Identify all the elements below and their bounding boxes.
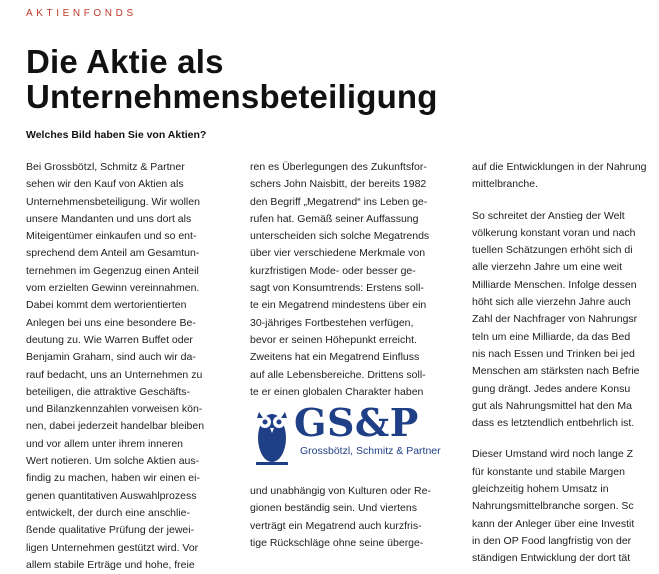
headline-line-2: Unternehmensbeteiligung bbox=[26, 78, 438, 115]
col3-p2-line: dass es letztendlich entbehrlich ist. bbox=[472, 417, 635, 430]
col3-p2-line: Menschen am stärksten nach Befrie bbox=[472, 365, 640, 378]
owl-icon bbox=[252, 398, 292, 468]
col1-line: Dabei kommt dem wertorientierten bbox=[26, 299, 187, 312]
article-subhead: Welches Bild haben Sie von Aktien? bbox=[26, 129, 207, 141]
col1-line: allem stabile Erträge und hohe, freie bbox=[26, 558, 195, 571]
gsp-logo bbox=[252, 398, 454, 468]
col3-p3-line: Dieser Umstand wird noch lange Z bbox=[472, 448, 634, 461]
col2b-line: tige Rückschläge ohne seine überge- bbox=[250, 536, 424, 549]
col2-line: schers John Naisbitt, der bereits 1982 bbox=[250, 178, 427, 191]
col1-line: beteiligen, die attraktive Geschäfts- bbox=[26, 385, 191, 398]
col1-line: und Bilanzkennzahlen vorweisen kön- bbox=[26, 403, 203, 416]
col2-line: unterscheiden sich solche Megatrends bbox=[250, 230, 430, 243]
col3-p2-line: tuellen Schätzungen erhöht sich di bbox=[472, 244, 633, 257]
col3-p2-line: Zahl der Nachfrager von Nahrungsr bbox=[472, 313, 638, 326]
col3-p2-line: So schreitet der Anstieg der Welt bbox=[472, 209, 625, 222]
col1-line: entwickelt, der durch eine anschlie- bbox=[26, 506, 191, 519]
headline-line-1: Die Aktie als bbox=[26, 43, 224, 80]
col2-line: über vier verschiedene Merkmale von bbox=[250, 247, 426, 260]
col3-p2-line: gut als Nahrungsmittel hat den Ma bbox=[472, 399, 632, 412]
col1-line: findig zu machen, haben wir einen ei- bbox=[26, 472, 200, 485]
col3-p3-line: für konstante und stabile Margen bbox=[472, 465, 625, 478]
col2-line: te er einen globalen Charakter haben bbox=[250, 385, 424, 398]
logo-wordmark: GS&P bbox=[294, 400, 419, 445]
col1-line: nen, dabei jederzeit handelbar bleiben bbox=[26, 420, 205, 433]
col2b-line: und unabhängig von Kulturen oder Re- bbox=[250, 485, 431, 497]
text-column-2-continued bbox=[250, 483, 431, 552]
col1-line: Bei Grossbötzl, Schmitz & Partner bbox=[26, 161, 185, 173]
text-column-2 bbox=[250, 159, 456, 401]
col1-line: ternehmen im Gegenzug einen Anteil bbox=[26, 264, 199, 277]
col3-p3-line: kann der Anleger über eine Investit bbox=[472, 517, 635, 530]
col1-line: Wert notieren. Um solche Aktien aus- bbox=[26, 455, 200, 468]
col1-line: ßende qualitative Prüfung der jewei- bbox=[26, 524, 195, 537]
col3-p3-line: in den OP Food langfristig von der bbox=[472, 534, 632, 547]
col1-line: ligen Unternehmen gestützt wird. Vor bbox=[26, 541, 199, 554]
col2-line: auf alle Lebensbereiche. Drittens soll- bbox=[250, 368, 426, 381]
col1-line: Miteigentümer einkaufen und so ent- bbox=[26, 230, 197, 243]
col3-p2-line: höht sich alle vierzehn Jahre auch bbox=[472, 296, 631, 309]
col2-line: bevor er seinen Höhepunkt erreicht. bbox=[250, 333, 417, 346]
col2b-line: verträgt ein Megatrend auch kurzfris- bbox=[250, 519, 422, 532]
col3-p2-line: nis nach Essen und Trinken bei jed bbox=[472, 347, 635, 360]
col2-line: 30-jähriges Fortbestehen verfügen, bbox=[250, 316, 414, 329]
col1-line: Unternehmensbeteiligung. Wir wollen bbox=[26, 195, 200, 208]
article-headline bbox=[26, 44, 438, 114]
paragraph-gap bbox=[472, 194, 659, 208]
col2-line: kurzfristigen Mode- oder besser ge- bbox=[250, 264, 416, 277]
paragraph-gap bbox=[472, 432, 659, 446]
col1-line: sprechend dem Anteil am Gesamtun- bbox=[26, 247, 200, 260]
col3-p1-line: mittelbranche. bbox=[472, 178, 538, 191]
col2-line: ren es Überlegungen des Zukunftsfor- bbox=[250, 161, 427, 173]
col2-line: Zweitens hat ein Megatrend Einfluss bbox=[250, 351, 420, 364]
col2-line: rufen hat. Gemäß seiner Auffassung bbox=[250, 212, 419, 225]
col3-p2-line: alle vierzehn Jahre um eine weit bbox=[472, 261, 622, 274]
col3-p2-line: gung drängt. Jedes andere Konsu bbox=[472, 382, 631, 395]
col3-p2-line: völkerung konstant voran und nach bbox=[472, 226, 636, 239]
col3-p3-line: gleichzeitig hohem Umsatz in bbox=[472, 483, 609, 496]
col2b-line: gionen beständig sein. Und viertens bbox=[250, 502, 417, 515]
col1-line: genen quantitativen Auswahlprozess bbox=[26, 489, 197, 502]
col3-p2-line: Milliarde Menschen. Infolge dessen bbox=[472, 278, 637, 291]
col2-line: te ein Megatrend mindestens über ein bbox=[250, 299, 427, 312]
col1-line: vom erzielten Gewinn vereinnahmen. bbox=[26, 282, 200, 295]
col1-line: unsere Mandanten und uns dort als bbox=[26, 212, 192, 225]
col3-p3-line: ständigen Entwicklung der dort tät bbox=[472, 552, 631, 565]
col3-p2-line: teln um eine Milliarde, da das Bed bbox=[472, 330, 631, 343]
text-column-1 bbox=[26, 159, 232, 574]
col1-line: Anlegen bei uns eine besondere Be- bbox=[26, 316, 196, 329]
col2-line: den Begriff „Megatrend“ ins Leben ge- bbox=[250, 195, 428, 208]
col3-p3-line: Nahrungsmittelbranche sorgen. Sc bbox=[472, 500, 634, 513]
col1-line: und vor allem unter ihrem inneren bbox=[26, 437, 183, 450]
text-column-3 bbox=[472, 159, 659, 568]
col1-line: sehen wir den Kauf von Aktien als bbox=[26, 178, 184, 191]
col1-line: rauf bedacht, uns an Unternehmen zu bbox=[26, 368, 203, 381]
col1-line: Benjamin Graham, sind auch wir da- bbox=[26, 351, 196, 364]
col1-line: deutung zu. Wie Warren Buffet oder bbox=[26, 333, 193, 346]
logo-tagline: Grossbötzl, Schmitz & Partner bbox=[300, 445, 441, 457]
section-kicker: AKTIENFONDS bbox=[26, 8, 137, 19]
col2-line: sagt von Konsumtrends: Erstens soll- bbox=[250, 282, 424, 295]
col3-p1-line: auf die Entwicklungen in der Nahrung bbox=[472, 161, 647, 173]
